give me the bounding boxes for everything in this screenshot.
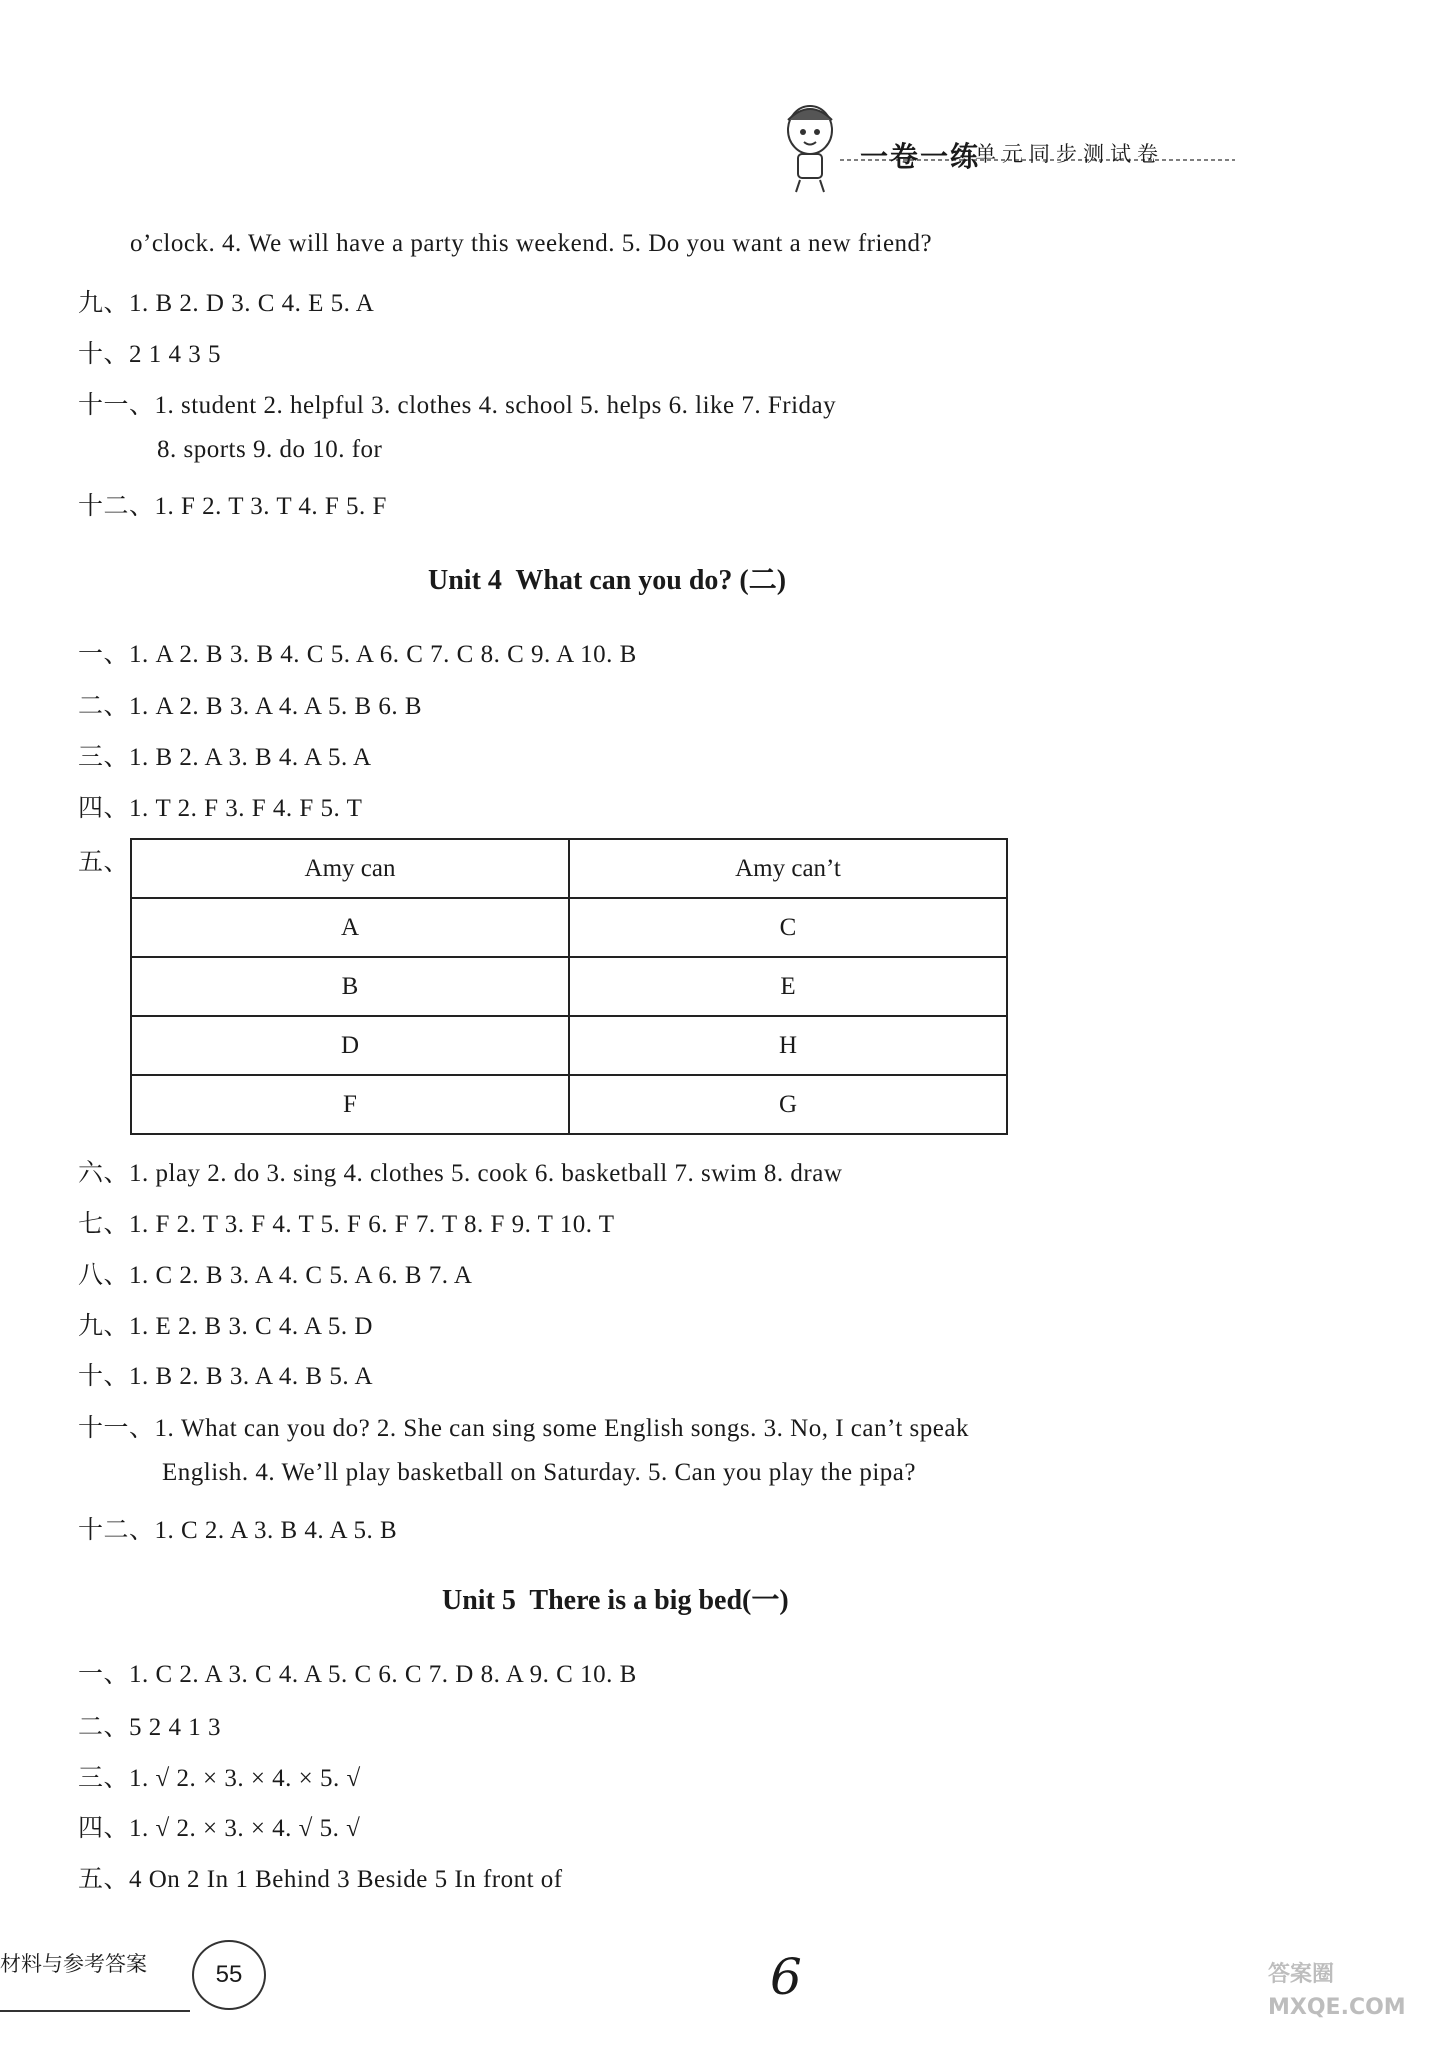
watermark xyxy=(1268,1958,1448,2024)
answer-line: 三、1. B 2. A 3. B 4. A 5. A xyxy=(78,744,372,771)
answer-line: 九、1. E 2. B 3. C 4. A 5. D xyxy=(78,1313,373,1340)
table-row xyxy=(131,898,1007,957)
answer-line: 四、1. √ 2. × 3. × 4. √ 5. √ xyxy=(78,1815,361,1842)
table-row xyxy=(131,1075,1007,1134)
answer-line: 七、1. F 2. T 3. F 4. T 5. F 6. F 7. T 8. F 9. T 10. T xyxy=(78,1211,615,1238)
table-cell: G xyxy=(569,1075,1007,1134)
answer-line: 二、5 2 4 1 3 xyxy=(78,1714,222,1741)
table-header-cell: Amy can’t xyxy=(569,839,1007,898)
answer-line: 十、2 1 4 3 5 xyxy=(78,341,222,368)
answer-line: 九、1. B 2. D 3. C 4. E 5. A xyxy=(78,290,375,317)
table-cell: D xyxy=(131,1016,569,1075)
answer-line: English. 4. We’ll play basketball on Saturday. 5. Can you play the pipa? xyxy=(162,1459,916,1486)
answer-table xyxy=(130,838,1008,1135)
answer-line: 六、1. play 2. do 3. sing 4. clothes 5. cook 6. basketball 7. swim 8. draw xyxy=(78,1160,843,1187)
unit4-title: Unit 4 What can you do? (二) xyxy=(428,565,787,596)
header-brand: 一卷一练 xyxy=(860,140,981,173)
table-cell: H xyxy=(569,1016,1007,1075)
answer-line: 8. sports 9. do 10. for xyxy=(157,436,383,463)
table-row xyxy=(131,1016,1007,1075)
answer-line: 十、1. B 2. B 3. A 4. B 5. A xyxy=(78,1363,373,1390)
table-header-cell: Amy can xyxy=(131,839,569,898)
table-header-row xyxy=(131,839,1007,898)
page-number-text: 55 xyxy=(215,1961,243,1988)
table-label: 五、 xyxy=(78,849,130,876)
answer-line: 十一、1. student 2. helpful 3. clothes 4. school 5. helps 6. like 7. Friday xyxy=(78,392,837,419)
table-cell: F xyxy=(131,1075,569,1134)
page-number xyxy=(192,1940,266,2010)
header-subtitle: 单元同步测试卷 xyxy=(975,142,1164,166)
footer-rule xyxy=(0,2010,190,2012)
answer-line: 一、1. C 2. A 3. C 4. A 5. C 6. C 7. D 8. A 9. C 10. B xyxy=(78,1661,637,1688)
answer-line: 五、4 On 2 In 1 Behind 3 Beside 5 In front of xyxy=(78,1866,563,1893)
answer-line: 八、1. C 2. B 3. A 4. C 5. A 6. B 7. A xyxy=(78,1262,473,1289)
answer-line: 十一、1. What can you do? 2. She can sing some English songs. 3. No, I can’t speak xyxy=(78,1415,969,1442)
answer-line: 二、1. A 2. B 3. A 4. A 5. B 6. B xyxy=(78,693,423,720)
unit5-title: Unit 5 There is a big bed(一) xyxy=(442,1585,789,1616)
answer-line: 十二、1. F 2. T 3. T 4. F 5. F xyxy=(78,493,387,520)
table-cell: E xyxy=(569,957,1007,1016)
answer-line: 一、1. A 2. B 3. B 4. C 5. A 6. C 7. C 8. C 9. A 10. B xyxy=(78,641,637,668)
table-row xyxy=(131,957,1007,1016)
table-cell: C xyxy=(569,898,1007,957)
handwritten-mark: 6 xyxy=(770,1948,802,2006)
answer-line: 四、1. T 2. F 3. F 4. F 5. T xyxy=(78,795,363,822)
answer-line: o’clock. 4. We will have a party this weekend. 5. Do you want a new friend? xyxy=(130,230,933,257)
answer-line: 十二、1. C 2. A 3. B 4. A 5. B xyxy=(78,1517,398,1544)
table-cell: B xyxy=(131,957,569,1016)
answer-line: 三、1. √ 2. × 3. × 4. × 5. √ xyxy=(78,1765,361,1792)
table-cell: A xyxy=(131,898,569,957)
watermark-text: 答案圈 MXQE.COM xyxy=(1268,1962,1406,2020)
header-logo xyxy=(760,90,1240,200)
footer-section-label: 材料与参考答案 xyxy=(0,1952,147,1976)
